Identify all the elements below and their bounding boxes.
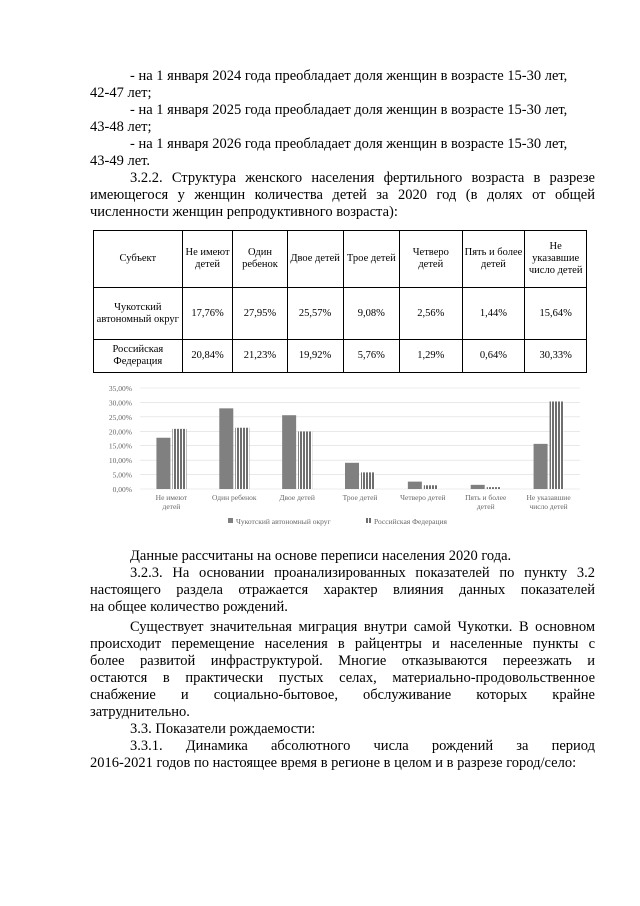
chart-bars: [156, 401, 563, 489]
chart-y-tick-label: 10,00%: [108, 456, 132, 466]
chart-x-tick-label: Один ребенок: [211, 493, 257, 502]
migration-paragraph-line3: более развитой инфраструктурой. Многие отказываются переезжать и: [90, 653, 595, 669]
list-item-2026-cont: 43-49 лет.: [90, 153, 150, 169]
table-cell: 1,29%: [399, 340, 462, 373]
migration-paragraph-line4: остаются в практически пустых селах, материально-продовольственное: [90, 670, 595, 686]
table-cell-subject: Чукотский автономный округ: [94, 288, 183, 340]
chart-bar-chukotka: [156, 438, 170, 489]
list-item-2025-cont: 43-48 лет;: [90, 119, 152, 135]
table-cell: 17,76%: [182, 288, 233, 340]
table-cell: 15,64%: [525, 288, 587, 340]
chart-legend: [228, 517, 448, 526]
chart-legend-label: Чукотский автономный округ: [236, 517, 331, 526]
children-distribution-chart: [90, 380, 600, 530]
chart-x-tick-label: Трое детей: [342, 493, 378, 502]
chart-x-tick-label: детей: [476, 502, 495, 511]
table-row: [94, 340, 587, 373]
table-cell: 30,33%: [525, 340, 587, 373]
table-row: [94, 288, 587, 340]
chart-legend-label: Российская Федерация: [374, 517, 447, 526]
chart-bar-chukotka: [408, 482, 422, 489]
chart-bar-russia: [487, 487, 501, 489]
table-header-cell: Не имеют детей: [182, 231, 233, 288]
section-331-line2: 2016-2021 годов по настоящее время в регионе в целом и в разрезе город/село:: [90, 755, 577, 771]
table-header-cell: Четверо детей: [399, 231, 462, 288]
chart-bar-chukotka: [345, 463, 359, 489]
chart-bar-chukotka: [471, 485, 485, 489]
migration-paragraph-line5: снабжение и социально-бытовое, обслуживание которых крайне: [90, 687, 595, 703]
chart-bar-chukotka: [219, 408, 233, 489]
table-cell: 5,76%: [343, 340, 399, 373]
table-cell: 27,95%: [233, 288, 287, 340]
list-item-2025: - на 1 января 2025 года преобладает доля женщин в возрасте 15-30 лет,: [130, 102, 568, 118]
table-cell: 21,23%: [233, 340, 287, 373]
chart-bar-russia: [235, 428, 249, 489]
chart-y-tick-label: 15,00%: [108, 441, 132, 451]
table-cell: 1,44%: [462, 288, 525, 340]
children-structure-table: [93, 230, 587, 373]
chart-x-tick-label: Пять и более: [465, 493, 507, 502]
chart-bar-russia: [550, 401, 564, 489]
chart-x-tick-label: детей: [162, 502, 181, 511]
chart-x-tick-label: Двое детей: [279, 493, 315, 502]
section-323-heading: 3.2.3. На основании проанализированных показателей по пункту 3.2: [130, 565, 595, 581]
chart-x-tick-label: Четверо детей: [400, 493, 446, 502]
table-header-cell: Пять и более детей: [462, 231, 525, 288]
migration-paragraph-line1: Существует значительная миграция внутри самой Чукотки. В основном: [130, 619, 595, 635]
migration-paragraph-line2: происходит перемещение населения в райцентры и населенные пункты с: [90, 636, 595, 652]
chart-bar-russia: [172, 429, 186, 489]
table-cell: 19,92%: [287, 340, 343, 373]
chart-bar-chukotka: [534, 444, 548, 489]
chart-x-tick-label: число детей: [529, 502, 568, 511]
chart-y-tick-label: 5,00%: [112, 470, 132, 480]
chart-y-tick-label: 20,00%: [108, 427, 132, 437]
chart-legend-swatch: [228, 518, 233, 523]
section-331-heading: 3.3.1. Динамика абсолютного числа рождений за период: [130, 738, 595, 754]
table-cell: 0,64%: [462, 340, 525, 373]
table-cell: 2,56%: [399, 288, 462, 340]
list-item-2024: - на 1 января 2024 года преобладает доля женщин в возрасте 15-30 лет,: [130, 68, 568, 84]
list-item-2024-cont: 42-47 лет;: [90, 85, 152, 101]
table-cell: 9,08%: [343, 288, 399, 340]
table-cell-subject: Российская Федерация: [94, 340, 183, 373]
chart-x-tick-label: Не указавшие: [526, 493, 571, 502]
table-header-cell: Не указавшие число детей: [525, 231, 587, 288]
table-cell: 25,57%: [287, 288, 343, 340]
section-33-heading: 3.3. Показатели рождаемости:: [130, 721, 316, 737]
chart-y-tick-label: 25,00%: [108, 412, 132, 422]
table-header-cell: Один ребенок: [233, 231, 287, 288]
table-header-cell: Двое детей: [287, 231, 343, 288]
chart-legend-swatch: [366, 518, 371, 523]
chart-y-tick-label: 35,00%: [108, 384, 132, 393]
chart-bar-russia: [361, 472, 375, 489]
chart-grid: [140, 388, 580, 489]
section-322-line3: численности женщин репродуктивного возраста):: [90, 204, 398, 220]
chart-bar-russia: [424, 485, 438, 489]
section-322-heading: 3.2.2. Структура женского населения фертильного возраста в разрезе: [130, 170, 595, 186]
chart-x-tick-label: Не имеют: [155, 493, 188, 502]
migration-paragraph-line6: затруднительно.: [90, 704, 190, 720]
table-cell: 20,84%: [182, 340, 233, 373]
section-322-line2: имеющегося у женщин количества детей за 2020 год (в долях от общей: [90, 187, 595, 203]
chart-y-tick-label: 0,00%: [112, 485, 132, 494]
section-323-line3: на общее количество рождений.: [90, 599, 288, 615]
table-header-cell: Субъект: [94, 231, 183, 288]
table-header-cell: Трое детей: [343, 231, 399, 288]
list-item-2026: - на 1 января 2026 года преобладает доля женщин в возрасте 15-30 лет,: [130, 136, 568, 152]
table-header-row: [94, 231, 587, 288]
chart-y-tick-label: 30,00%: [108, 398, 132, 408]
chart-bar-chukotka: [282, 415, 296, 489]
chart-bar-russia: [298, 432, 312, 489]
data-source-note: Данные рассчитаны на основе переписи населения 2020 года.: [130, 548, 512, 564]
section-323-line2: настоящего раздела отражается характер влияния данных показателей: [90, 582, 595, 598]
